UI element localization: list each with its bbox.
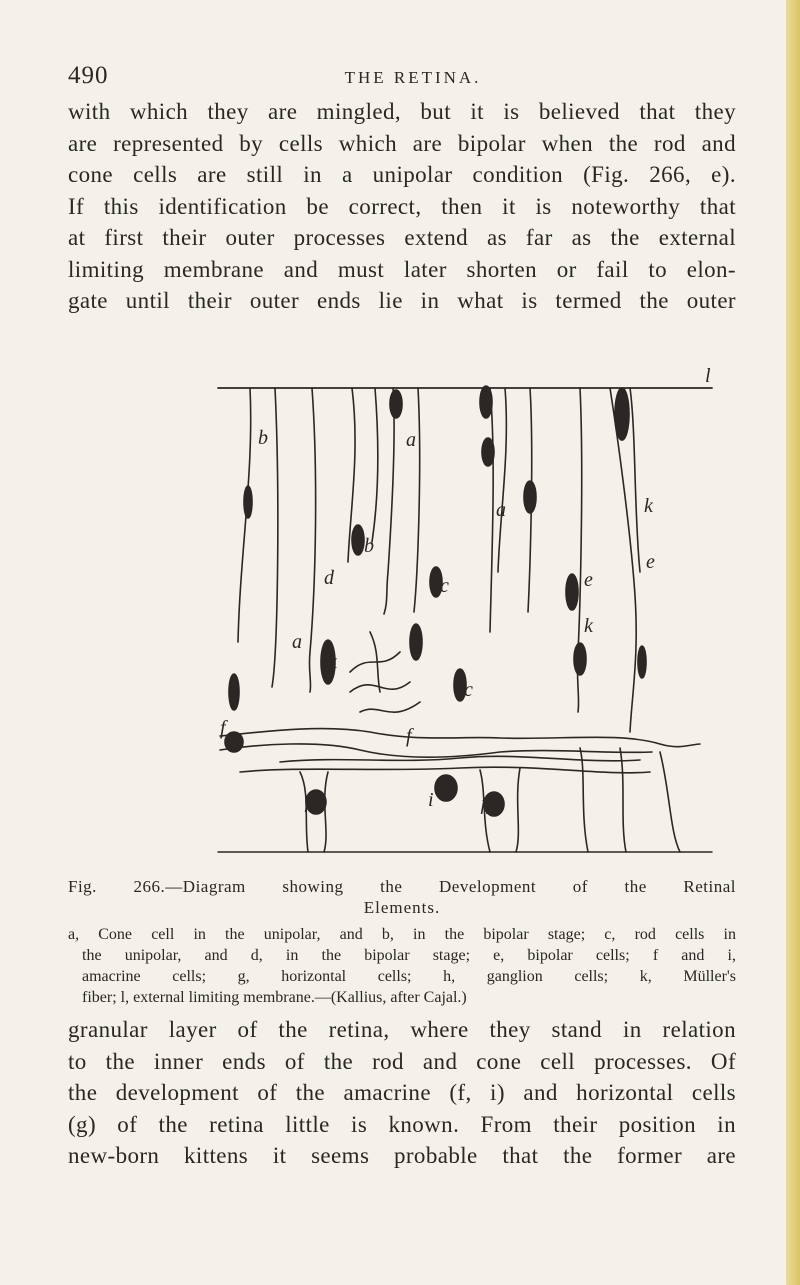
retina-diagram (200, 352, 720, 862)
text-line: the development of the amacrine (f, i) and horizontal cells (68, 1080, 736, 1105)
label-e: e (646, 551, 655, 573)
legend-line: a, Cone cell in the unipolar, and b, in the bipolar stage; c, rod cells in (68, 926, 736, 943)
label-d: d (324, 567, 334, 589)
label-a: a (292, 631, 302, 653)
label-a: a (496, 499, 506, 521)
running-title: THE RETINA. (344, 68, 482, 87)
body-paragraph-top (68, 96, 736, 317)
text-line: granular layer of the retina, where they stand in relation (68, 1017, 736, 1042)
body-paragraph-bottom (68, 1014, 736, 1172)
label-k: k (584, 615, 593, 637)
text-line: are represented by cells which are bipolar when the rod and (68, 130, 736, 156)
running-head (68, 62, 758, 94)
text-line: limiting membrane and must later shorten or fail to elon- (68, 256, 736, 282)
retina-diagram-figure (200, 352, 720, 862)
label-a: a (406, 429, 416, 451)
page-edge (786, 0, 800, 1285)
text-line: (g) of the retina little is known. From their position in (68, 1111, 736, 1137)
label-c: c (464, 679, 473, 701)
label-b: b (364, 535, 374, 557)
page-number: 490 (68, 62, 109, 89)
legend-line: fiber; l, external limiting membrane.—(Kallius, after Cajal.) (82, 989, 467, 1006)
text-line: at first their outer processes extend as far as the external (68, 225, 736, 250)
text-line: gate until their outer ends lie in what is termed the outer (68, 288, 736, 313)
label-h: h (304, 795, 314, 817)
text-line: If this identification be correct, then it is noteworthy that (68, 193, 736, 219)
caption-title-line: Fig. 266.—Diagram showing the Development of the Retinal (68, 877, 736, 896)
figure-legend (68, 924, 736, 1008)
label-e: e (584, 569, 593, 591)
label-c: c (440, 575, 449, 597)
label-f: f (220, 717, 226, 739)
label-b: b (258, 427, 268, 449)
label-l: l (705, 365, 711, 387)
text-line: cone cells are still in a unipolar condition (Fig. 266, e). (68, 162, 736, 187)
text-line: with which they are mingled, but it is believed that they (68, 99, 736, 124)
text-line: to the inner ends of the rod and cone cell processes. Of (68, 1048, 736, 1074)
legend-line: the unipolar, and d, in the bipolar stage; e, bipolar cells; f and i, (82, 947, 736, 964)
label-i: i (428, 789, 434, 811)
label-h: h (480, 797, 490, 819)
label-k: k (328, 651, 337, 673)
figure-caption-title (68, 876, 736, 918)
text-line: new-born kittens it seems probable that the former are (68, 1143, 736, 1168)
caption-title-line: Elements. (363, 898, 441, 917)
label-k: k (644, 495, 653, 517)
legend-line: amacrine cells; g, horizontal cells; h, ganglion cells; k, Müller's (82, 968, 736, 985)
label-f: f (406, 725, 412, 747)
